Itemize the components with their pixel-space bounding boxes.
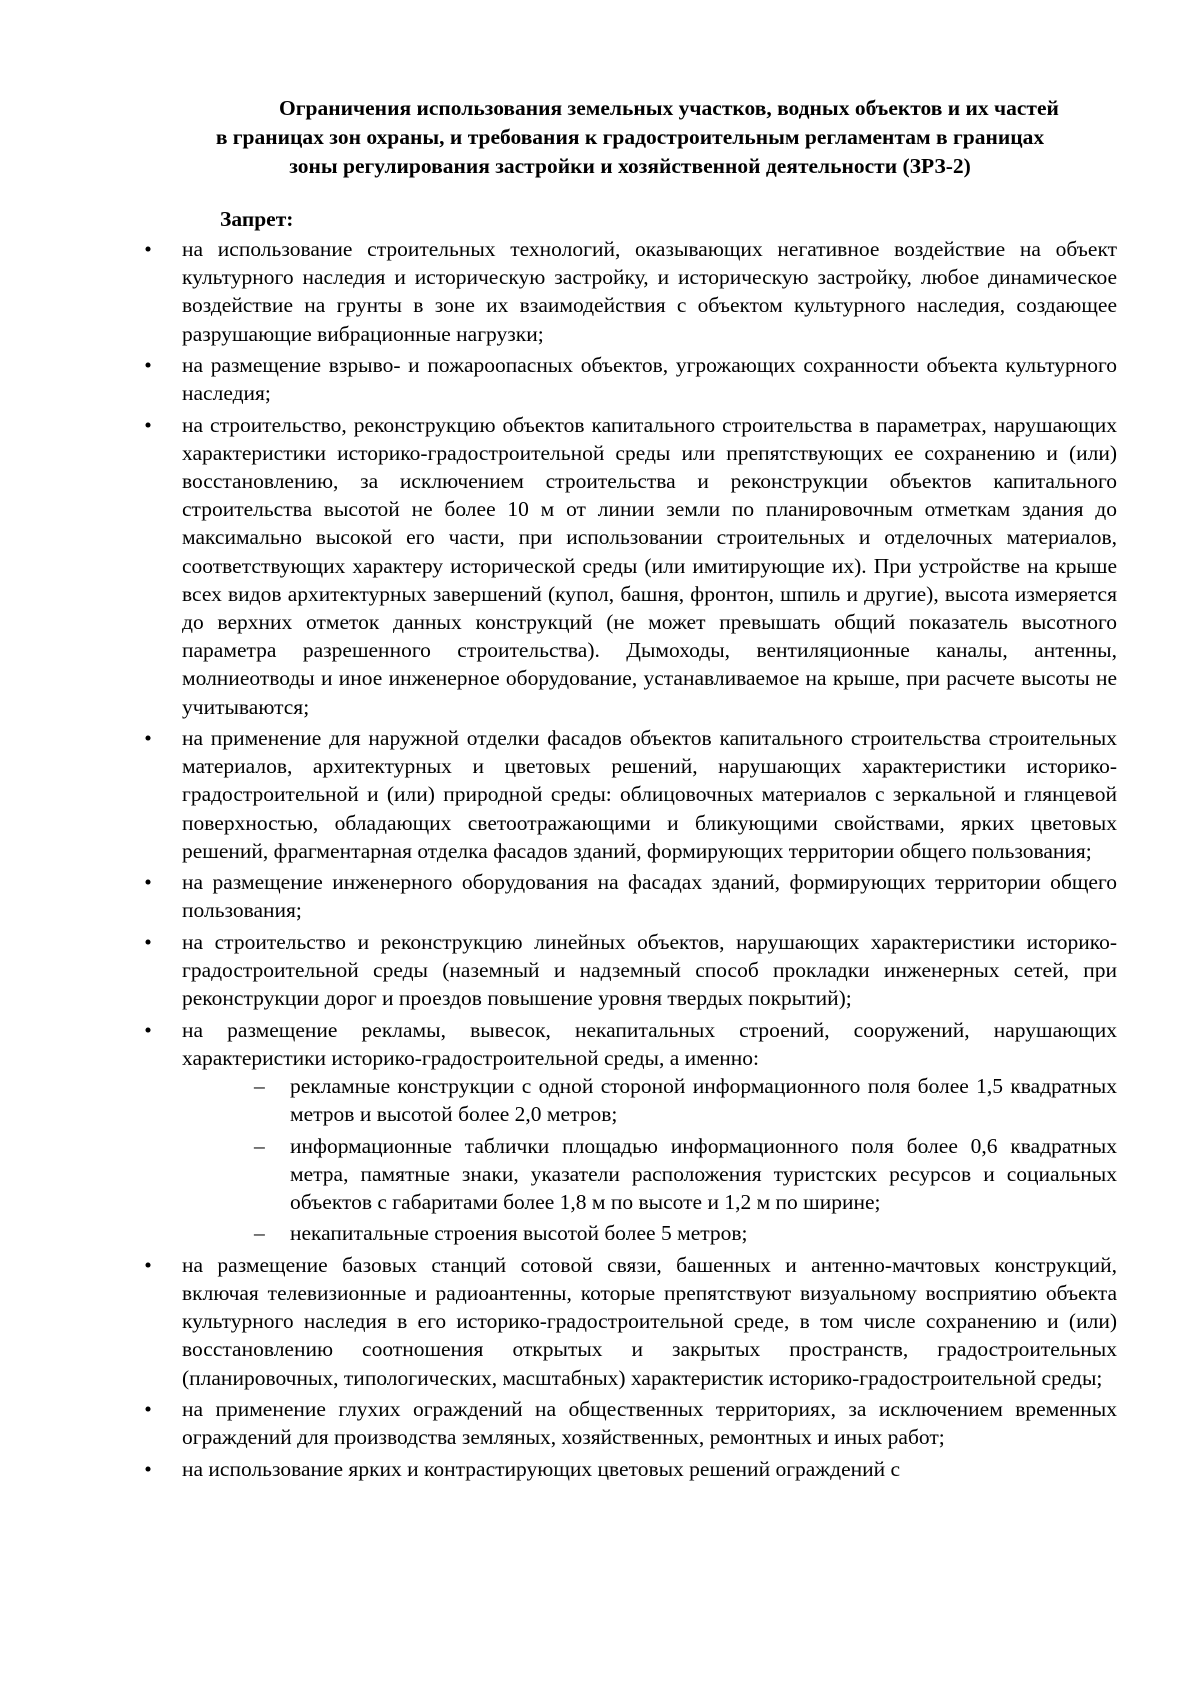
title-line-2: в границах зон охраны, и требования к градостроительным регламентам в границах — [215, 125, 1045, 149]
bullet-icon: • — [144, 1456, 152, 1481]
list-item-text: на строительство и реконструкцию линейных объектов, нарушающих характеристики историко-градостроительной среды (наземный и надземный способ прокладки инженерных сетей, при реконструкции дорог и проездов повышение уровня твердых покрытий); — [182, 929, 1117, 1011]
list-item-text: на использование строительных технологий, оказывающих негативное воздействие на объект культурного наследия и историческую застройку, и историческую застройку, любое динамическое воздействие на грунты в зоне их взаимодействия с объектом культурного наследия, создающее разрушающие вибрационные нагрузки; — [182, 237, 1117, 346]
sub-list-item-text: некапитальные строения высотой более 5 метров; — [290, 1221, 748, 1246]
sub-list-item-text: рекламные конструкции с одной стороной информационного поля более 1,5 квадратных метров и высотой более 2,0 метров; — [290, 1074, 1117, 1127]
list-item — [144, 235, 1117, 348]
list-item — [144, 411, 1117, 721]
bullet-icon: • — [144, 929, 152, 954]
document-title — [150, 94, 1110, 181]
list-item — [144, 1455, 1117, 1483]
list-item — [144, 928, 1117, 1013]
bullet-icon: • — [144, 353, 152, 377]
sub-list-item — [254, 1072, 1117, 1128]
list-item — [144, 351, 1117, 407]
prohibition-content — [144, 235, 1117, 1486]
dash-icon: – — [254, 1221, 265, 1246]
list-item-text: на строительство, реконструкцию объектов капитального строительства в параметрах, нарушающих характеристики историко-градостроительной среды или препятствующих ее сохранению и (или) восстановлению, за исключением строительства и реконструкции объектов капитального строительства высотой не более 10 м от линии земли по планировочным отметкам здания до максимально высокой его части, при использовании строительных и отделочных материалов, соответствующих характеру исторической среды (или имитирующие их). При устройстве на крыше всех видов архитектурных завершений (купол, башня, фронтон, шпиль и другие), высота измеряется до верхних отметок данных конструкций (не может превышать общий показатель высотного параметра разрешенного строительства). Дымоходы, вентиляционные каналы, антенны, молниеотводы и иное инженерное оборудование, устанавливаемое на крыше, при расчете высоты не учитываются; — [182, 412, 1117, 719]
list-item-text: на использование ярких и контрастирующих цветовых решений ограждений с — [182, 1456, 901, 1481]
list-item — [144, 1395, 1117, 1451]
title-line-3: зоны регулирования застройки и хозяйственной деятельности (ЗРЗ-2) — [289, 154, 971, 178]
bullet-icon: • — [144, 1397, 152, 1421]
list-item — [144, 724, 1117, 865]
sub-list-item — [254, 1132, 1117, 1217]
list-item-text: на размещение инженерного оборудования на фасадах зданий, формирующих территории общего пользования; — [182, 870, 1117, 923]
prohibition-list — [144, 235, 1117, 1483]
dash-icon: – — [254, 1074, 265, 1099]
list-item-text: на применение для наружной отделки фасадов объектов капитального строительства строительных материалов, архитектурных и цветовых решений, нарушающих характеристики историко-градостроительной и (или) природной среды: облицовочных материалов с зеркальной и глянцевой поверхностью, обладающих светоотражающими и бликующими свойствами, ярких цветовых решений, фрагментарная отделка фасадов зданий, формирующих территории общего пользования; — [182, 726, 1117, 863]
sub-list-item-text: информационные таблички площадью информационного поля более 0,6 квадратных метра, памятные знаки, указатели расположения туристских ресурсов и социальных объектов с габаритами более 1,8 м по высоте и 1,2 м по ширине; — [290, 1133, 1117, 1215]
list-item — [144, 1251, 1117, 1392]
bullet-icon: • — [144, 870, 152, 895]
bullet-icon: • — [144, 412, 152, 437]
advertising-sublist — [182, 1072, 1117, 1248]
bullet-icon: • — [144, 726, 152, 751]
list-item-text: на применение глухих ограждений на общественных территориях, за исключением временных ограждений для производства земляных, хозяйственных, ремонтных и иных работ; — [182, 1397, 1117, 1450]
section-label: Запрет: — [220, 207, 294, 231]
list-item — [144, 1016, 1117, 1248]
title-line-1: Ограничения использования земельных участков, водных объектов и их частей — [279, 96, 1059, 120]
sub-list-item — [254, 1219, 1117, 1247]
list-item-text: на размещение рекламы, вывесок, некапитальных строений, сооружений, нарушающих характеристики историко-градостроительной среды, а именно: — [182, 1017, 1117, 1070]
bullet-icon: • — [144, 237, 152, 261]
list-item — [144, 868, 1117, 924]
list-item-text: на размещение взрыво- и пожароопасных объектов, угрожающих сохранности объекта культурного наследия; — [182, 353, 1117, 406]
list-item-text: на размещение базовых станций сотовой связи, башенных и антенно-мачтовых конструкций, включая телевизионные и радиоантенны, которые препятствуют визуальному восприятию объекта культурного наследия в его историко-градостроительной среде, в том числе сохранению и (или) восстановлению соотношения открытых и закрытых пространств, градостроительных (планировочных, типологических, масштабных) характеристик историко-градостроительной среды; — [182, 1252, 1117, 1390]
bullet-icon: • — [144, 1017, 152, 1042]
dash-icon: – — [254, 1133, 265, 1158]
bullet-icon: • — [144, 1252, 152, 1277]
